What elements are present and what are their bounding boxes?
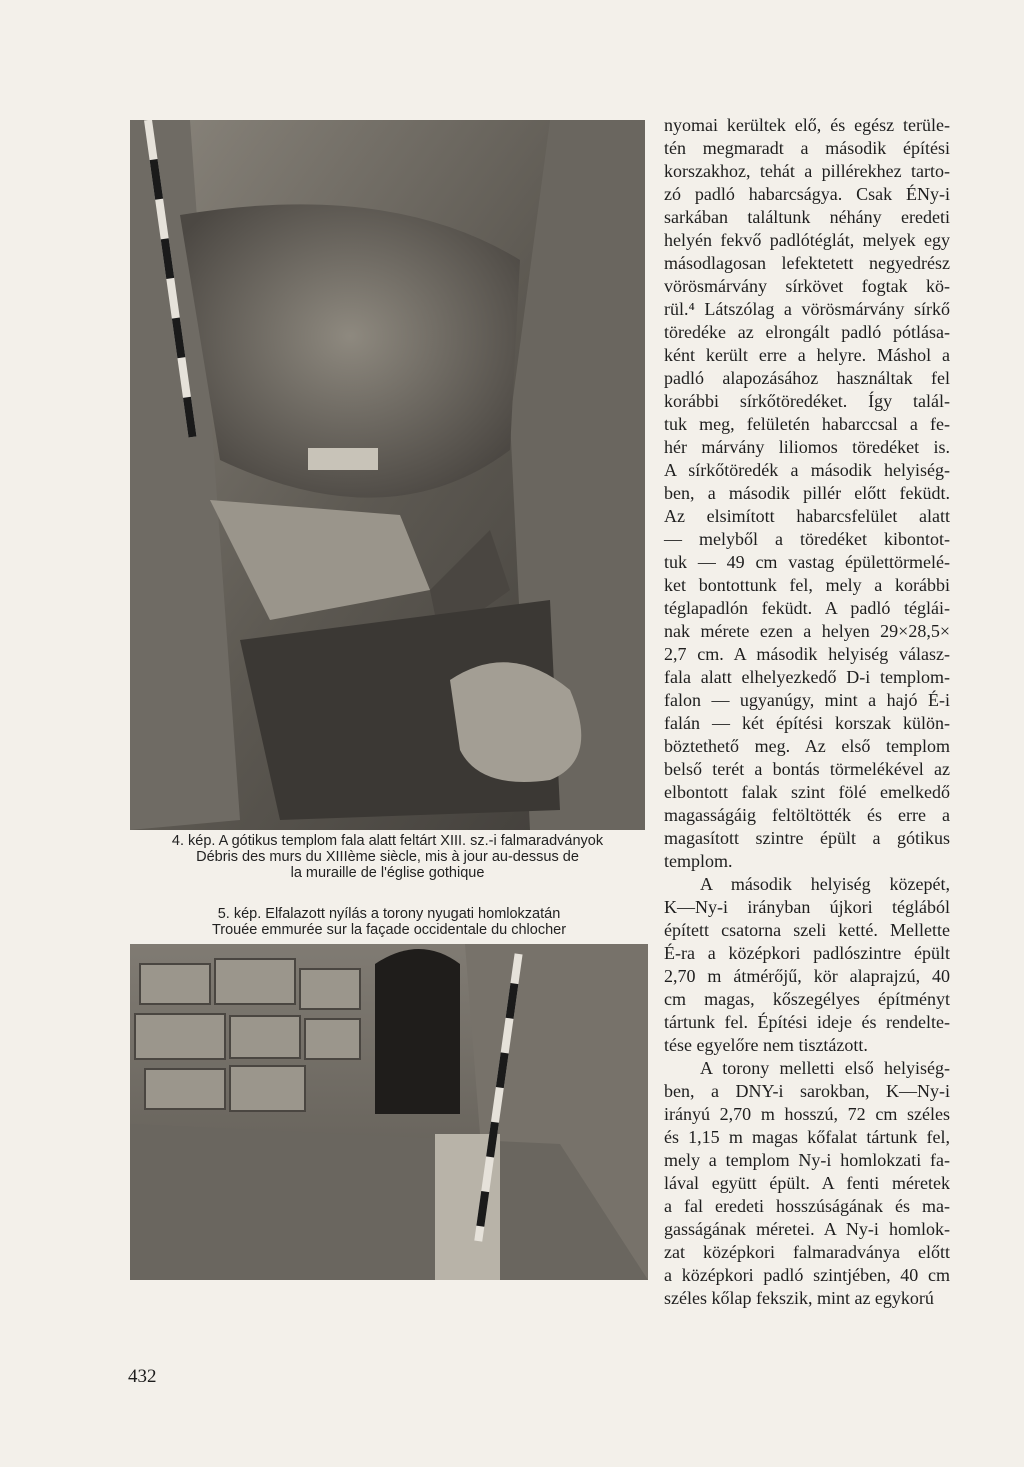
text-line: zó padló habarcságya. Csak ÉNy-i — [664, 184, 950, 204]
text-line: rül.⁴ Látszólag a vörösmárvány sírkő — [664, 299, 950, 319]
text-line: és 1,15 m magas kőfalat tártunk fel, — [664, 1127, 950, 1147]
text-line: tártunk fel. Építési ideje és rendelte- — [664, 1012, 950, 1032]
text-line: ben, a második pillér előtt feküdt. — [664, 483, 950, 503]
text-line: magasított szintre épült a gótikus — [664, 828, 950, 848]
caption-5-hu: 5. kép. Elfalazott nyílás a torony nyugati homlokzatán — [217, 906, 561, 922]
caption-4-fr-2: la muraille de l'église gothique — [290, 865, 485, 881]
text-line: falon — ugyanúgy, mint a hajó É-i — [664, 690, 950, 710]
text-line: Az elsimított habarcsfelület alatt — [664, 506, 950, 526]
text-line: gasságának méretei. A Ny-i homlok- — [664, 1219, 950, 1239]
text-line: nyomai kerültek elő, és egész terüle- — [664, 115, 950, 135]
text-line: korábbi sírkőtöredéket. Így talál- — [664, 391, 950, 411]
text-line: cm magas, kőszegélyes építményt — [664, 989, 950, 1009]
text-line: téglapadlón feküdt. A padló téglái- — [664, 598, 950, 618]
text-line: a középkori padló szintjében, 40 cm — [664, 1265, 950, 1285]
excavation-photo-4 — [130, 120, 645, 830]
figure-5-caption — [130, 906, 648, 938]
figure-4-caption — [130, 833, 645, 881]
text-line: belső terét a bontás törmelékével az — [664, 759, 950, 779]
text-line: 2,70 m átmérőjű, kör alaprajzú, 40 — [664, 966, 950, 986]
text-line: magasságáig feltöltötték és erre a — [664, 805, 950, 825]
text-line: — melyből a töredéket kibontot- — [664, 529, 950, 549]
text-line: sarkában találtunk néhány eredeti — [664, 207, 950, 227]
text-line: É-ra a középkori padlószintre épült — [664, 943, 950, 963]
text-line: padló alapozásához használtak fel — [664, 368, 950, 388]
body-text-column — [664, 114, 950, 1310]
text-line: mely a templom Ny-i homlokzati fa- — [664, 1150, 950, 1170]
text-line: tuk — 49 cm vastag épülettörmelé- — [664, 552, 950, 572]
text-line: nak mérete ezen a helyen 29×28,5× — [664, 621, 950, 641]
text-line: zat középkori falmaradványa előtt — [664, 1242, 950, 1262]
text-line: helyén fekvő padlótéglát, melyek egy — [664, 230, 950, 250]
text-line: 2,7 cm. A második helyiség válasz- — [664, 644, 950, 664]
text-line: hér márvány liliomos töredéket is. — [664, 437, 950, 457]
page-number: 432 — [128, 1366, 157, 1387]
text-line: széles kőlap fekszik, mint az egykorú — [664, 1288, 934, 1308]
text-line: ként került erre a helyre. Máshol a — [664, 345, 950, 365]
text-line: vörösmárvány sírkövet fogtak kö- — [664, 276, 950, 296]
text-line: épített csatorna szeli ketté. Mellette — [664, 920, 950, 940]
text-line: másodlagosan lefektetett negyedrész — [664, 253, 950, 273]
text-line: templom. — [664, 851, 733, 871]
excavation-photo-5 — [130, 944, 648, 1280]
text-line: fala alatt elhelyezkedő D-i templom- — [664, 667, 950, 687]
caption-4-hu: 4. kép. A gótikus templom fala alatt feltárt XIII. sz.-i falmaradványok — [171, 833, 604, 849]
text-line: elbontott falak szint fölé emelkedő — [664, 782, 950, 802]
text-line: irányú 2,70 m hosszú, 72 cm széles — [664, 1104, 950, 1124]
text-line: tuk meg, felületén habarccsal a fe- — [664, 414, 950, 434]
text-line: töredéke az elrongált padló pótlása- — [664, 322, 950, 342]
text-line: A sírkőtöredék a második helyiség- — [664, 460, 950, 480]
text-line: böztethető meg. Az első templom — [664, 736, 950, 756]
text-line: A második helyiség közepét, — [700, 874, 950, 894]
text-line: ket bontottunk fel, mely a korábbi — [664, 575, 950, 595]
caption-4-fr-1: Débris des murs du XIIIème siècle, mis à jour au-dessus de — [196, 849, 579, 865]
text-line: A torony melletti első helyiség- — [700, 1058, 950, 1078]
text-line: ben, a DNY-i sarokban, K—Ny-i — [664, 1081, 950, 1101]
text-line: tése egyelőre nem tisztázott. — [664, 1035, 868, 1055]
text-line: a fal eredeti hosszúságának és ma- — [664, 1196, 950, 1216]
text-line: K—Ny-i irányban újkori téglából — [664, 897, 950, 917]
caption-5-fr: Trouée emmurée sur la façade occidentale du chlocher — [211, 922, 567, 938]
text-line: korszakhoz, tehát a pillérekhez tarto- — [664, 161, 950, 181]
text-line: tén megmaradt a második építési — [664, 138, 950, 158]
text-line: falán — két építési korszak külön- — [664, 713, 950, 733]
text-line: lával együtt épült. A fenti méretek — [664, 1173, 950, 1193]
